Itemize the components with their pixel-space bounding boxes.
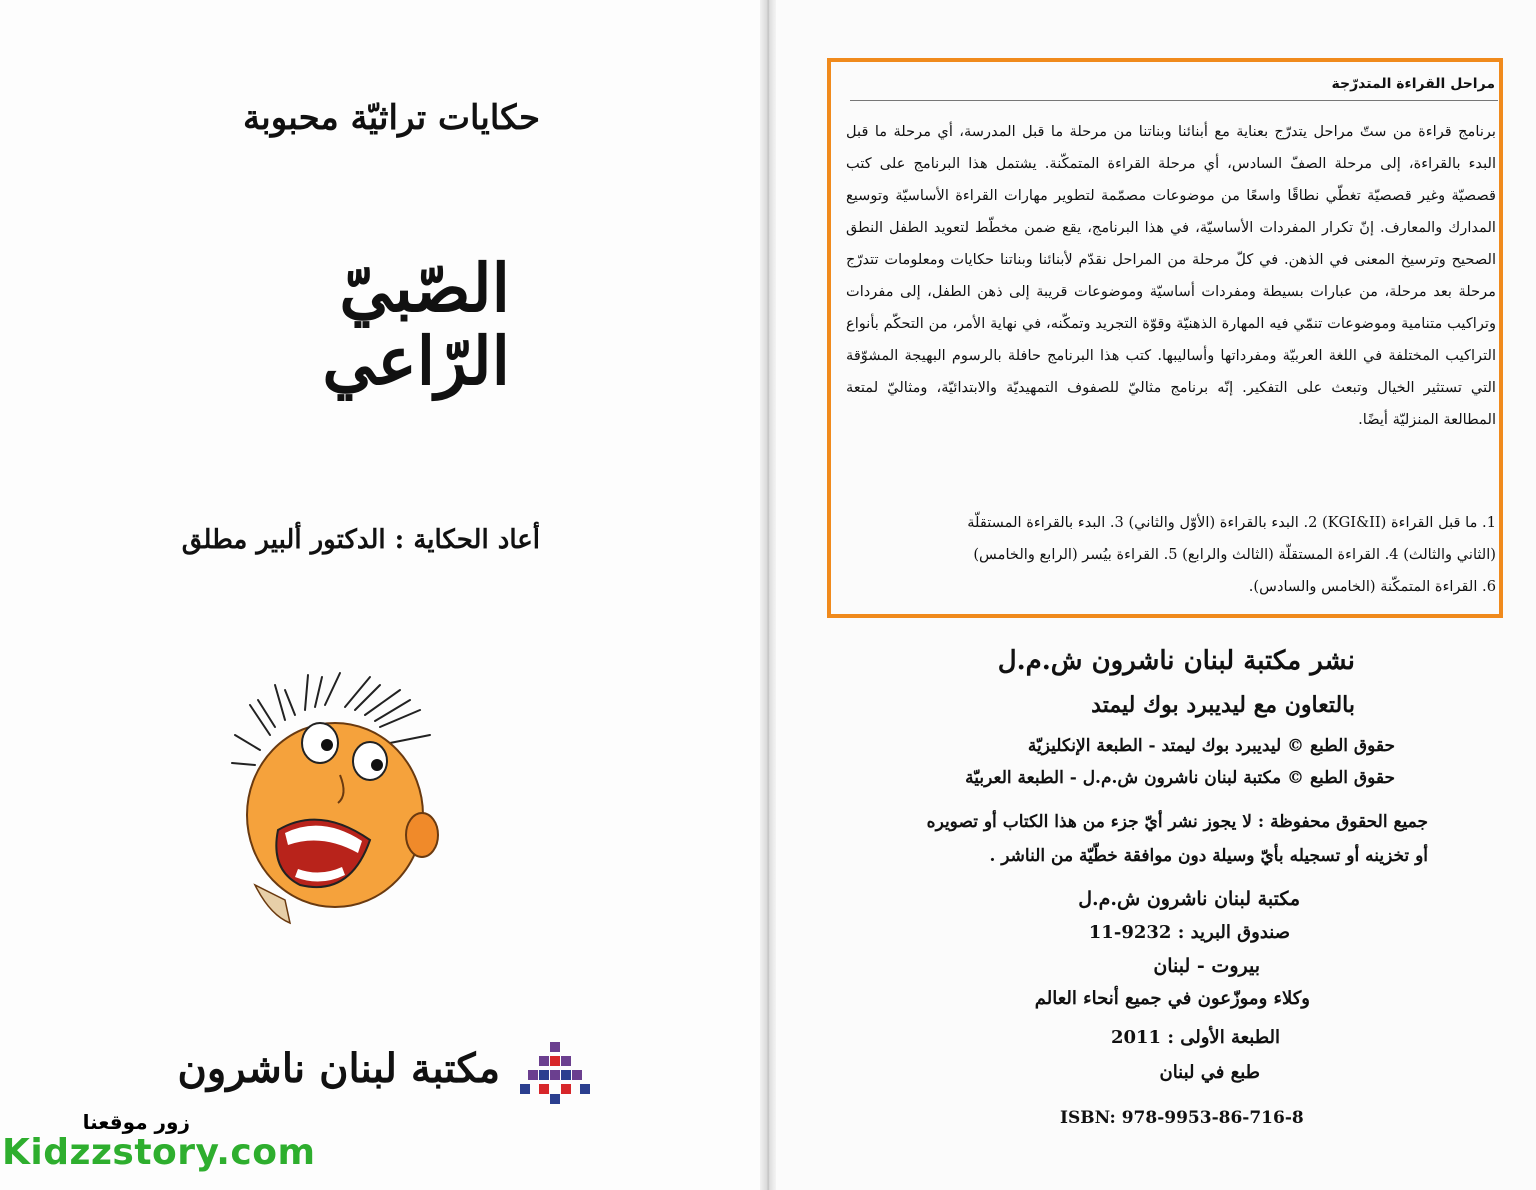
copyright-english: حقوق الطبع © ليديبرد بوك ليمتد - الطبعة الإنكليزيّة: [1027, 736, 1395, 756]
watermark-url[interactable]: Kidzzstory.com: [2, 1132, 316, 1173]
heading-divider: [850, 100, 1498, 101]
list-item: (الثاني والثالث) 4. القراءة المستقلّة (الثالث والرابع) 5. القراءة بيُسر (الرابع والخامس): [973, 546, 1496, 563]
po-box: صندوق البريد : 9232-11: [1088, 922, 1290, 943]
city: بيروت - لبنان: [1153, 955, 1260, 977]
reading-stages-list: [846, 507, 1496, 603]
boy-ear: [406, 813, 438, 857]
publisher-wordmark: مكتبة لبنان ناشرون: [177, 1045, 500, 1092]
copyright-arabic: حقوق الطبع © مكتبة لبنان ناشرون ش.م.ل - الطبعة العربيّة: [965, 768, 1395, 788]
watermark-visit-label: زور موقعنا: [82, 1110, 190, 1134]
book-title-line2: الرّاعي: [322, 322, 510, 400]
boy-right-eye: [353, 742, 387, 780]
reading-stages-description: برنامج قراءة من ستّ مراحل يتدرّج بعناية مع أبنائنا وبناتنا من مرحلة ما قبل المدرسة، أي مرحلة ما قبل البدء بالقراءة، إلى مرحلة الصفّ السادس، أي مرحلة القراءة المتمكّنة. يشتمل هذا البرنامج على كتب قصصيّة وغير قصصيّة تغطّي نطاقًا واسعًا من موضوعات مصمّمة لتطوير مهارات القراءة الأساسيّة وتوسيع المدارك والمعارف. إنّ تكرار المفردات الأساسيّة، في هذا البرنامج، يقع ضمن مخطّط لتعويد الطفل النطق الصحيح وترسيخ المعنى في الذهن. في كلّ مرحلة من المراحل نقدّم لأبنائنا وبناتنا حكايات ومعلومات تتدرّج مرحلة بعد مرحلة، من عبارات بسيطة ومفردات أساسيّة وموضوعات قريبة إلى ذهن الطفل، إلى مفردات وتراكيب متنامية وموضوعات تنمّي فيه المهارة الذهنيّة وقوّة التجريد وتمكّنه، في نهاية الأمر، من التحكّم بأنواع التراكيب المختلفة في اللغة العربيّة ومفرداتها وأساليبها. كتب هذا البرنامج حافلة بالرسوم البهيجة المشوّقة التي تستثير الخيال وتبعث على التفكير. إنّه برنامج مثاليّ للصفوف التمهيديّة والابتدائيّة، ومثاليّ لمتعة المطالعة المنزليّة أيضًا.: [846, 123, 1496, 428]
edition-line: الطبعة الأولى : 2011: [1110, 1027, 1280, 1048]
distributors-line: وكلاء وموزّعون في جميع أنحاء العالم: [1034, 988, 1310, 1009]
address-publisher: مكتبة لبنان ناشرون ش.م.ل: [1078, 888, 1300, 910]
reading-stages-heading: مراحل القراءة المتدرّجة: [1331, 76, 1495, 92]
reteller-credit: أعاد الحكاية : الدكتور ألبير مطلق: [181, 525, 540, 555]
isbn: ISBN: 978-9953-86-716-8: [1060, 1108, 1304, 1128]
left-page: [0, 0, 766, 1190]
publisher-line: نشر مكتبة لبنان ناشرون ش.م.ل: [997, 646, 1355, 676]
book-title-line1: الصّبيّ: [339, 249, 510, 327]
printed-in-line: طبع في لبنان: [1159, 1062, 1260, 1083]
series-title: حكايات تراثيّة محبوبة: [243, 98, 540, 138]
list-item: 6. القراءة المتمكّنة (الخامس والسادس).: [1248, 578, 1496, 595]
publisher-logo-icon: [520, 1040, 590, 1106]
list-item: 1. ما قبل القراءة (KGI&II) 2. البدء بالقراءة (الأوّل والثاني) 3. البدء بالقراءة المستقلّة: [967, 514, 1496, 531]
rights-line-2: أو تخزينه أو تسجيله بأيّ وسيلة دون موافقة خطّيّة من الناشر .: [989, 846, 1428, 866]
rights-line-1: جميع الحقوق محفوظة : لا يجوز نشر أيّ جزء من هذا الكتاب أو تصويره: [926, 812, 1428, 832]
cooperation-line: بالتعاون مع ليديبرد بوك ليمتد: [1091, 692, 1355, 718]
shepherd-boy-illustration: [230, 665, 460, 925]
book-gutter: [760, 0, 776, 1190]
